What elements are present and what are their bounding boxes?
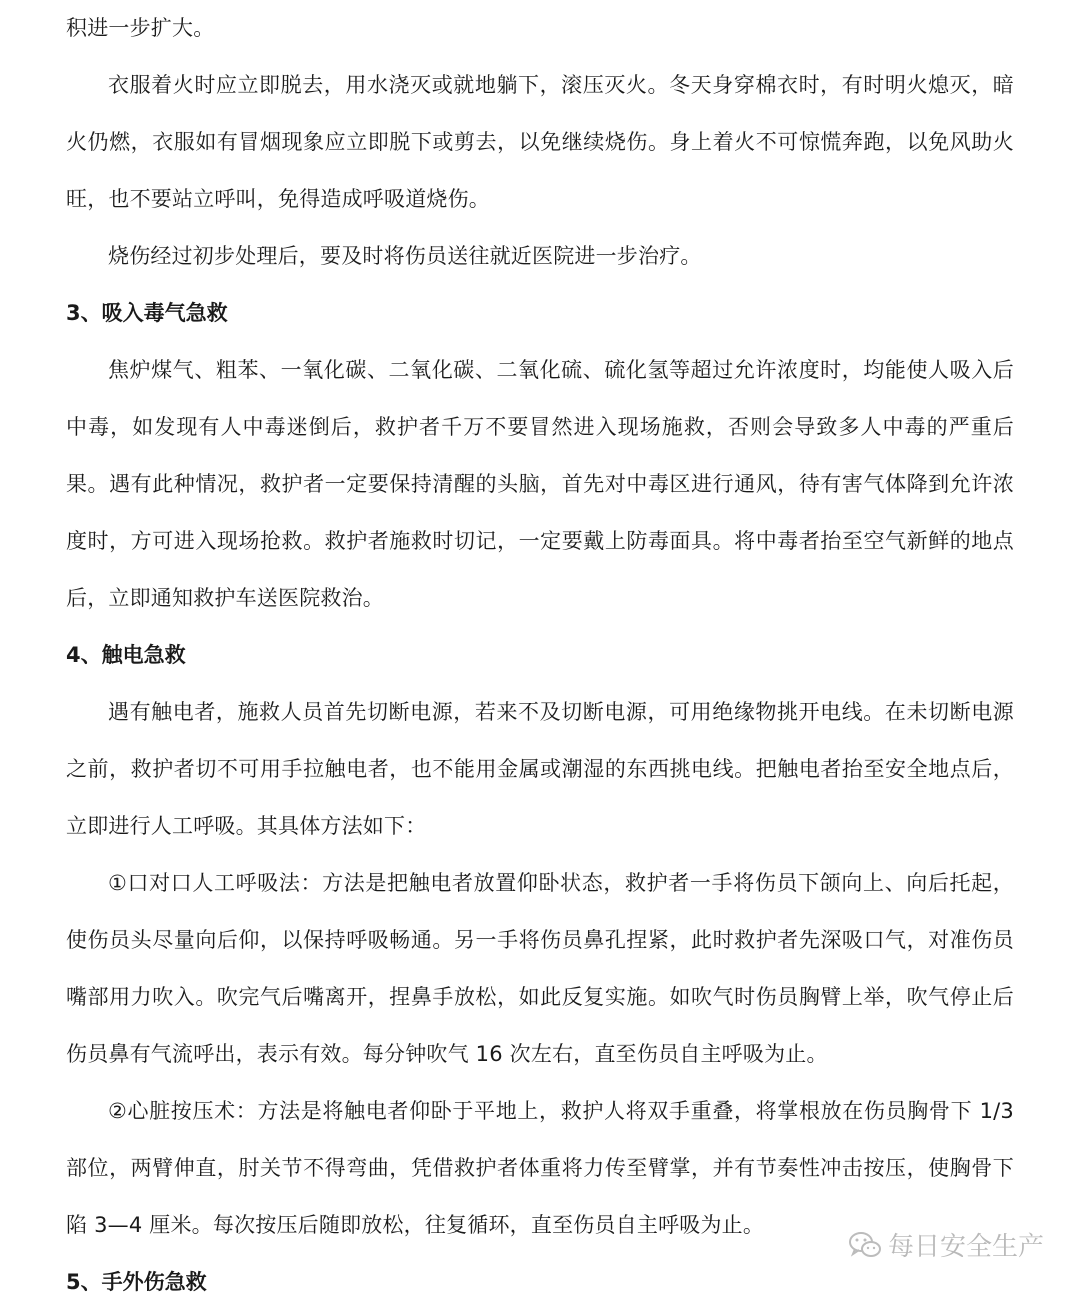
paragraph-cardiac-compression: ②心脏按压术：方法是将触电者仰卧于平地上，救护人将双手重叠，将掌根放在伤员胸骨下 1/3 部位，两臂伸直，肘关节不得弯曲，凭借救护者体重将力传至臂掌，并有节奏性冲击按压，使胸骨下陷 3—4 厘米。每次按压后随即放松，往复循环，直至伤员自主呼吸为止。: [66, 1099, 1014, 1237]
paragraph-clothes-on-fire: 衣服着火时应立即脱去，用水浇灭或就地躺下，滚压灭火。冬天身穿棉衣时，有时明火熄灭，暗火仍燃，衣服如有冒烟现象应立即脱下或剪去，以免继续烧伤。身上着火不可惊慌奔跑，以免风助火旺，也不要站立呼叫，免得造成呼吸道烧伤。: [66, 73, 1014, 211]
paragraph-mouth-to-mouth: ①口对口人工呼吸法：方法是把触电者放置仰卧状态，救护者一手将伤员下颌向上、向后托起，使伤员头尽量向后仰，以保持呼吸畅通。另一手将伤员鼻孔捏紧，此时救护者先深吸口气，对准伤员嘴部用力吹入。吹完气后嘴离开，捏鼻手放松，如此反复实施。如吹气时伤员胸臂上举，吹气停止后伤员鼻有气流呼出，表示有效。每分钟吹气 16 次左右，直至伤员自主呼吸为止。: [66, 871, 1014, 1066]
wechat-icon: [848, 1230, 882, 1260]
paragraph-gas-poisoning: 焦炉煤气、粗苯、一氧化碳、二氧化碳、二氧化硫、硫化氢等超过允许浓度时，均能使人吸入后中毒，如发现有人中毒迷倒后，救护者千万不要冒然进入现场施救，否则会导致多人中毒的严重后果。遇有此种情况，救护者一定要保持清醒的头脑，首先对中毒区进行通风，待有害气体降到允许浓度时，方可进入现场抢救。救护者施救时切记，一定要戴上防毒面具。将中毒者抬至空气新鲜的地点后，立即通知救护车送医院救治。: [66, 358, 1014, 610]
paragraph-burn-spread-end: 积进一步扩大。: [66, 16, 215, 40]
heading-hand-injury: 5、手外伤急救: [66, 1270, 207, 1294]
paragraph-electric-shock: 遇有触电者，施救人员首先切断电源，若来不及切断电源，可用绝缘物挑开电线。在未切断电源之前，救护者切不可用手拉触电者，也不能用金属或潮湿的东西挑电线。把触电者抬至安全地点后，立即进行人工呼吸。其具体方法如下：: [66, 700, 1014, 838]
document-body: [66, 0, 1014, 1311]
heading-gas-poisoning: 3、吸入毒气急救: [66, 301, 228, 325]
heading-electric-shock: 4、触电急救: [66, 643, 186, 667]
watermark-text: 每日安全生产: [887, 1232, 1044, 1262]
paragraph-burn-hospital: 烧伤经过初步处理后，要及时将伤员送往就近医院进一步治疗。: [108, 244, 702, 268]
watermark: [848, 1226, 1044, 1263]
